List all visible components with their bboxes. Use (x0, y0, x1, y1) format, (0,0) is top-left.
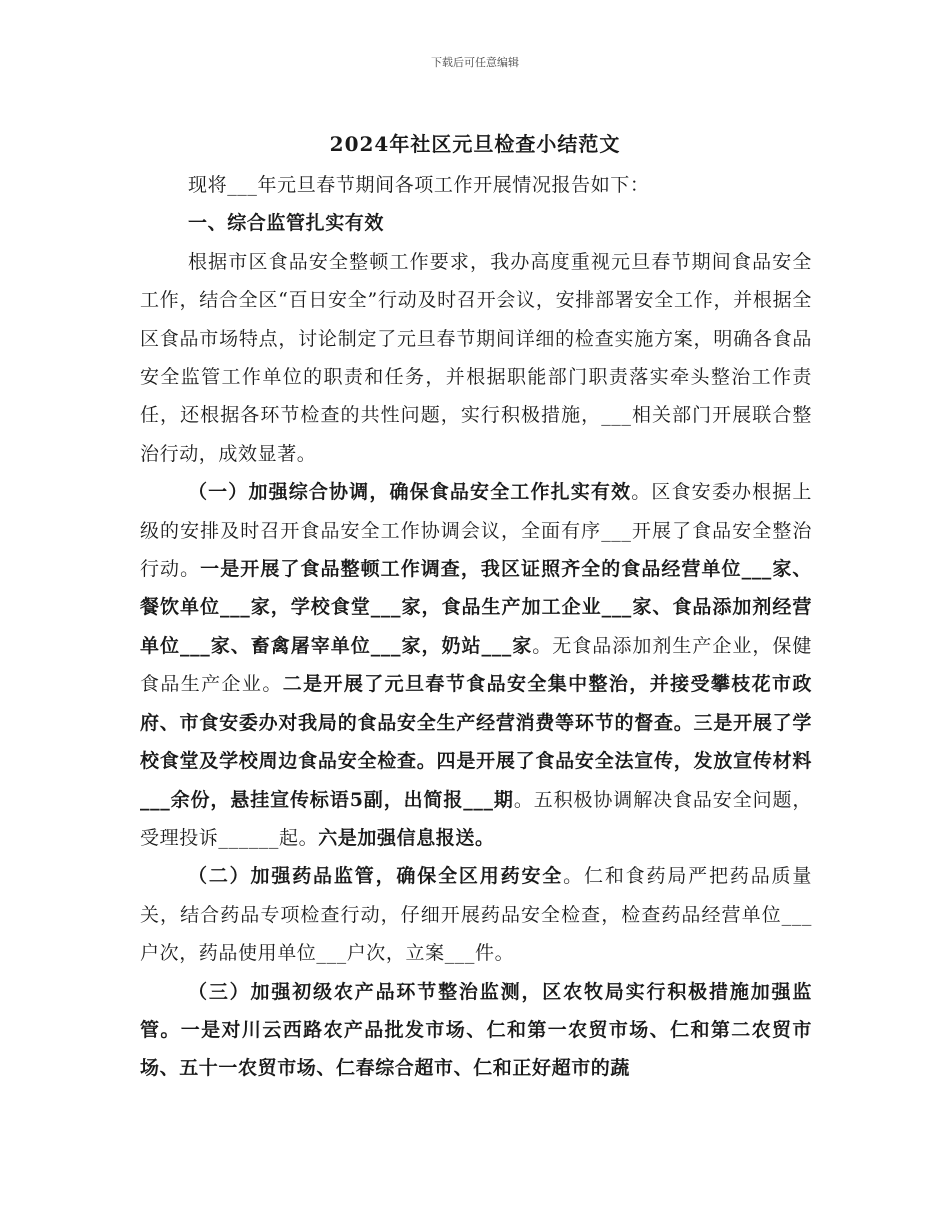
subheading-drug: （二）加强药品监管，确保全区用药安全 (188, 865, 564, 888)
paragraph-bold-text: 一是开展了食品整顿工作调查，我区证照齐全的食品经营单位___家、餐饮单位___家，学校食堂___家，食品生产加工企业___家、食品添加剂经营单位___家、畜禽屠宰单位___家，奶站___家 (140, 558, 812, 657)
paragraph-food-safety (140, 473, 812, 857)
paragraph-text: 。五积极协调解决食品安全问题，受理投诉______起。 (140, 788, 812, 849)
paragraph-text: 。无食品添加剂生产企业，保健食品生产企业。 (140, 634, 813, 696)
section-heading: 一、综合监管扎实有效 (188, 212, 385, 235)
paragraph-overview: 根据市区食品安全整顿工作要求，我办高度重视元旦春节期间食品安全工作，结合全区“百日安全”行动及时召开会议，安排部署安全工作，并根据全区食品市场特点，讨论制定了元旦春节期间详细的检查实施方案，明确各食品安全监管工作单位的职责和任务，并根据职能部门职责落实牵头整治工作责任，还根据各环节检查的共性问题，实行积极措施，___相关部门开展联合整治行动，成效显著。 (140, 250, 812, 465)
header-note: 下载后可任意编辑 (431, 56, 519, 69)
paragraph-bold-text: 六是加强信息报送。 (318, 826, 495, 849)
intro-paragraph: 现将___年元旦春节期间各项工作开展情况报告如下： (188, 174, 650, 196)
paragraph-text: 。区食安委办根据上级的安排及时召开食品安全工作协调会议，全面有序___开展了食品安全整治行动。 (140, 481, 813, 581)
document-body (140, 166, 812, 1088)
paragraph-bold-text: 二是开展了元旦春节食品安全集中整治，并接受攀枝花市政府、市食安委办对我局的食品安全生产经营消费等环节的督查。三是开展了学校食堂及学校周边食品安全检查。四是开展了食品安全法宣传，发放宣传材料___余份，悬挂宣传标语5副，出简报___期 (140, 673, 812, 811)
paragraph-drug-safety (140, 857, 812, 972)
document-title: 2024年社区元旦检查小结范文 (329, 132, 621, 156)
paragraph-agriculture: （三）加强初级农产品环节整治监测，区农牧局实行积极措施加强监管。一是对川云西路农产品批发市场、仁和第一农贸市场、仁和第二农贸市场、五十一农贸市场、仁春综合超市、仁和正好超市的蔬 (140, 980, 812, 1080)
paragraph-text: 。仁和食药局严把药品质量关，结合药品专项检查行动，仔细开展药品安全检查，检查药品经营单位___户次，药品使用单位___户次，立案___件。 (140, 865, 812, 965)
subheading-coordination: （一）加强综合协调，确保食品安全工作扎实有效 (188, 481, 632, 504)
